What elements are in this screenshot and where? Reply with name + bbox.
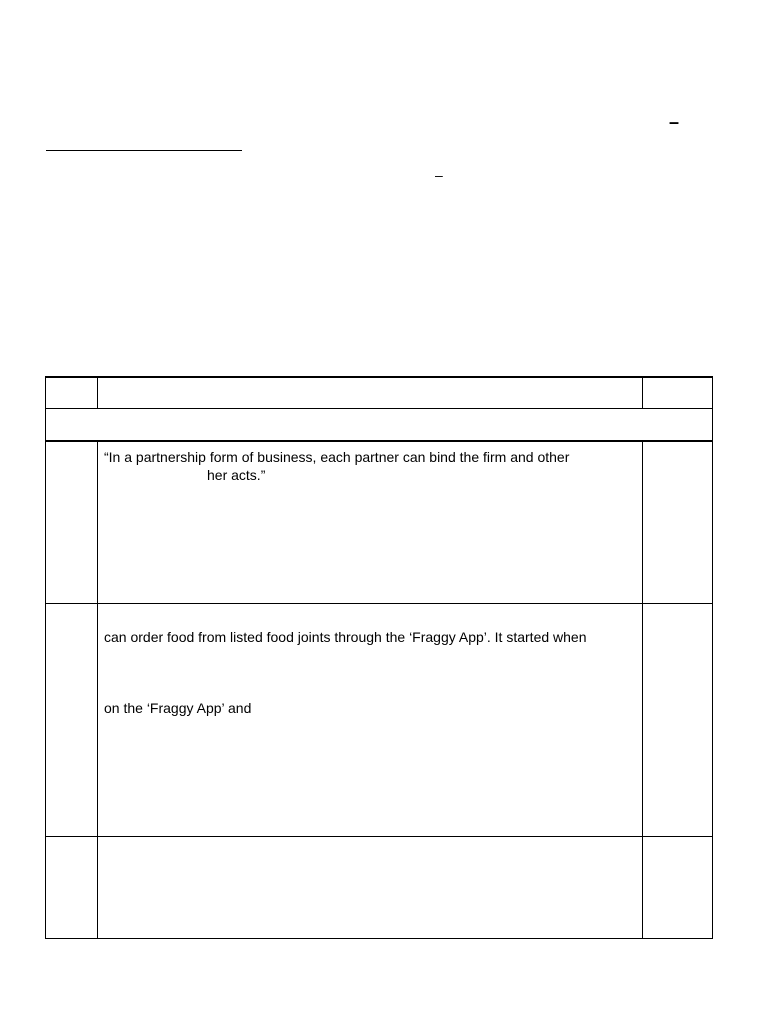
table-row: [46, 441, 713, 604]
table-row: [46, 604, 713, 837]
marks-cell: [643, 441, 713, 604]
header-cell-number: [46, 377, 98, 409]
section-heading-cell: [46, 409, 713, 442]
en-dash-mark-middle: –: [435, 167, 443, 183]
table-row: [46, 837, 713, 939]
table-header-row: [46, 377, 713, 409]
question-line: “In a partnership form of business, each partner can bind the firm and other: [104, 449, 570, 465]
header-cell-question: [98, 377, 643, 409]
question-number-cell: [46, 441, 98, 604]
marks-cell: [643, 837, 713, 939]
question-number-cell: [46, 837, 98, 939]
section-row: [46, 409, 713, 442]
question-text-cell: [98, 441, 643, 604]
question-text-cell: [98, 604, 643, 837]
header-cell-marks: [643, 377, 713, 409]
en-dash-mark-top: –: [669, 112, 680, 132]
question-line: can order food from listed food joints through the ‘Fraggy App’. It started when: [104, 629, 587, 645]
question-number-cell: [46, 604, 98, 837]
question-line: her acts.”: [207, 467, 266, 483]
marks-cell: [643, 604, 713, 837]
question-table: [45, 376, 713, 939]
question-text-cell: [98, 837, 643, 939]
question-line: on the ‘Fraggy App’ and: [104, 700, 252, 716]
underline-rule: [46, 150, 242, 151]
